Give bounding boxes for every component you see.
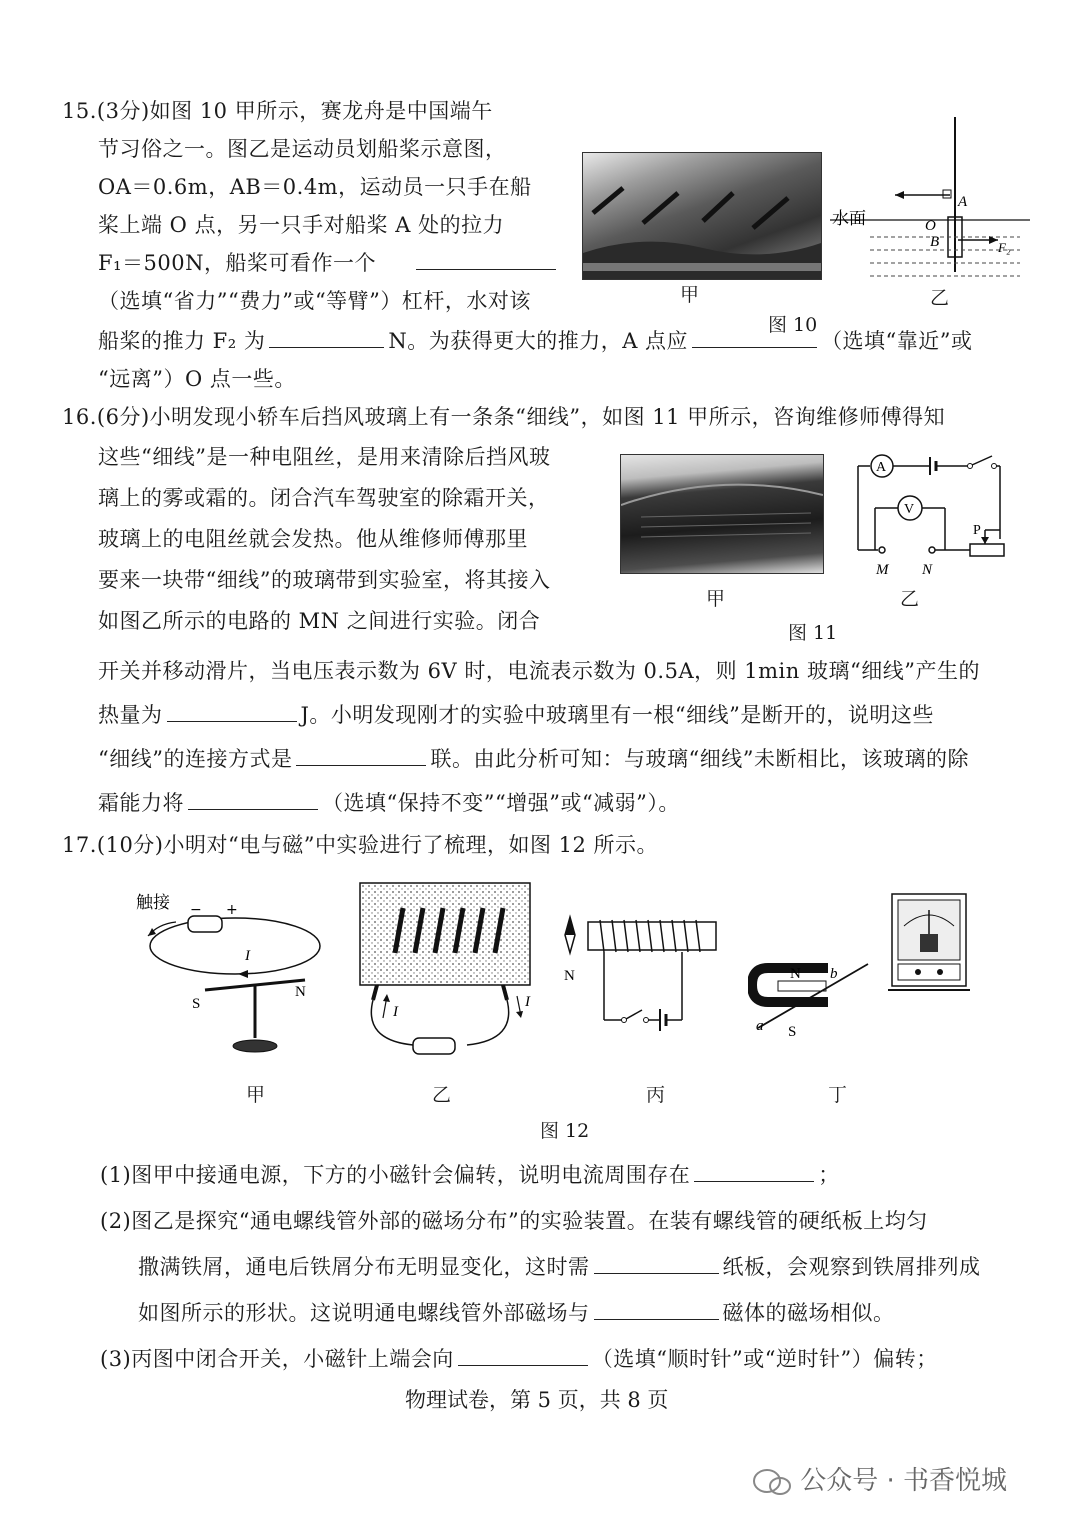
q15-blank-1[interactable] bbox=[416, 249, 556, 270]
compass-N-label: N bbox=[564, 968, 575, 984]
needle-N-label: N bbox=[295, 984, 306, 1000]
oar-diagram bbox=[830, 112, 1030, 302]
fig12-ding-label: 丁 bbox=[828, 1084, 848, 1106]
q16-line-8 bbox=[98, 700, 934, 730]
page-footer: 物理试卷，第 5 页，共 8 页 bbox=[405, 1388, 669, 1412]
induction-experiment bbox=[748, 958, 878, 1043]
touch-label: 触接 bbox=[136, 893, 170, 913]
q15-line-5 bbox=[98, 248, 560, 278]
q15-line-7-a: 船桨的推力 F₂ 为 bbox=[98, 329, 266, 353]
magnet-N-label: N bbox=[790, 966, 801, 982]
q16-line-10-b: （选填“保持不变”“增强”或“减弱”）。 bbox=[322, 791, 680, 815]
q15-line-2: 节习俗之一。图乙是运动员划船桨示意图， bbox=[98, 137, 507, 161]
q16-line-4: 玻璃上的电阻丝就会发热。他从维修师傅那里 bbox=[98, 527, 528, 551]
q17-blank-3[interactable] bbox=[594, 1299, 719, 1320]
q17-part-2-line-3 bbox=[138, 1298, 895, 1328]
q17-blank-4[interactable] bbox=[458, 1345, 588, 1366]
terminal-N bbox=[929, 547, 935, 553]
q16-blank-3[interactable] bbox=[188, 789, 318, 810]
electromagnet-compass-experiment bbox=[560, 912, 730, 1037]
q16-line-6: 如图乙所示的电路的 MN 之间进行实验。闭合 bbox=[98, 609, 541, 633]
q16-line-9-b: 联。由此分析可知：与玻璃“细线”未断相比，该玻璃的除 bbox=[430, 747, 969, 771]
q17-part-2-line-2-a: 撒满铁屑，通电后铁屑分布无明显变化，这时需 bbox=[138, 1255, 590, 1279]
q15-line-8: “远离”）O 点一些。 bbox=[98, 367, 296, 391]
terminal-M-label: M bbox=[876, 562, 889, 578]
q16-line-10-a: 霜能力将 bbox=[98, 791, 184, 815]
q17-part-2-line-3-a: 如图所示的形状。这说明通电螺线管外部磁场与 bbox=[138, 1301, 590, 1325]
fig12-caption: 图 12 bbox=[540, 1120, 590, 1142]
wire-loop bbox=[150, 918, 320, 974]
fig10-caption: 图 10 bbox=[768, 314, 818, 336]
conductor-rod-ab bbox=[758, 964, 868, 1028]
fig12-bing-label: 丙 bbox=[646, 1084, 666, 1106]
q17-part-3-b: （选填“顺时针”或“逆时针”）偏转； bbox=[591, 1347, 938, 1371]
fig12-yi-label: 乙 bbox=[432, 1084, 452, 1106]
cardboard-with-filings bbox=[360, 883, 530, 985]
galvanometer-icon bbox=[888, 890, 970, 994]
q15-line-6: （选填“省力”“费力”或“等臂”）杠杆，水对该 bbox=[98, 289, 531, 313]
q15-line-1: 15.(3分)如图 10 甲所示，赛龙舟是中国端午 bbox=[62, 99, 493, 123]
point-B-label: B bbox=[930, 234, 940, 250]
fig11-caption: 图 11 bbox=[788, 622, 838, 644]
q15-line-7-c: （选填“靠近”或 bbox=[821, 329, 973, 353]
q16-blank-1[interactable] bbox=[167, 701, 297, 722]
current-I-label: I bbox=[245, 948, 250, 964]
battery-plus: + bbox=[226, 902, 238, 918]
wechat-icon bbox=[752, 1467, 792, 1497]
q17-part-2-line-3-b: 磁体的磁场相似。 bbox=[722, 1301, 895, 1325]
q15-line-4: 桨上端 O 点，另一只手对船桨 A 处的拉力 bbox=[98, 213, 505, 237]
battery-icon bbox=[413, 1038, 455, 1054]
current-I-left-label: I bbox=[393, 1004, 398, 1020]
q16-line-8-a: 热量为 bbox=[98, 703, 163, 727]
fig10-jia-label: 甲 bbox=[680, 284, 700, 306]
q16-line-9 bbox=[98, 744, 969, 774]
terminal-M bbox=[879, 547, 885, 553]
q16-line-1: 16.(6分)小明发现小轿车后挡风玻璃上有一条条“细线”，如图 11 甲所示，咨询维修师傅得知 bbox=[62, 405, 946, 429]
q17-part-2-line-2 bbox=[138, 1252, 981, 1282]
watermark bbox=[752, 1460, 1007, 1497]
circuit-diagram bbox=[850, 452, 1020, 592]
car-window-sketch bbox=[621, 455, 823, 573]
q17-part-2-line-2-b: 纸板，会观察到铁屑排列成 bbox=[722, 1255, 981, 1279]
solenoid-filings-experiment bbox=[355, 878, 535, 1063]
fig10-yi-label: 乙 bbox=[930, 287, 950, 309]
q16-line-9-a: “细线”的连接方式是 bbox=[98, 747, 293, 771]
q17-part-2-line-1: (2)图乙是探究“通电螺线管外部的磁场分布”的实验装置。在装有螺线管的硬纸板上均匀 bbox=[100, 1209, 928, 1233]
q15-blank-2[interactable] bbox=[269, 327, 384, 348]
q16-line-2: 这些“细线”是一种电阻丝，是用来清除后挡风玻 bbox=[98, 445, 551, 469]
oersted-experiment bbox=[130, 888, 330, 1063]
point-A-label: A bbox=[958, 194, 968, 210]
q15-line-3: OA＝0.6m，AB＝0.4m，运动员一只手在船 bbox=[98, 175, 532, 199]
voltmeter-label: V bbox=[904, 502, 915, 517]
terminal-N-label: N bbox=[922, 562, 933, 578]
q16-line-3: 璃上的雾或霜的。闭合汽车驾驶室的除霜开关， bbox=[98, 486, 550, 510]
dragon-boat-sketch bbox=[583, 153, 821, 279]
fig11-yi-label: 乙 bbox=[900, 588, 920, 610]
q16-line-8-b: J。小明发现刚才的实验中玻璃里有一根“细线”是断开的，说明这些 bbox=[300, 703, 934, 727]
battery-icon bbox=[188, 916, 222, 932]
q17-part-3-a: (3)丙图中闭合开关，小磁针上端会向 bbox=[100, 1347, 454, 1371]
water-surface-label: 水面 bbox=[832, 209, 866, 229]
q17-blank-1[interactable] bbox=[694, 1161, 814, 1182]
q17-line-1: 17.(10分)小明对“电与磁”中实验进行了梳理，如图 12 所示。 bbox=[62, 833, 659, 857]
rheostat-icon bbox=[970, 544, 1004, 556]
magnet-S-label: S bbox=[788, 1024, 797, 1040]
q17-blank-2[interactable] bbox=[594, 1253, 719, 1274]
point-O-label: O bbox=[925, 218, 936, 234]
current-I-right-label: I bbox=[525, 994, 530, 1010]
rod-b-label: b bbox=[830, 966, 838, 982]
slider-P-label: P bbox=[973, 523, 981, 538]
dragon-boat-photo bbox=[582, 152, 822, 280]
needle-S-label: S bbox=[192, 996, 201, 1012]
fig11-jia-label: 甲 bbox=[706, 588, 726, 610]
q17-part-3 bbox=[100, 1344, 938, 1374]
switch-icon bbox=[972, 456, 992, 465]
car-rear-window-photo bbox=[620, 454, 824, 574]
q15-line-7 bbox=[98, 326, 973, 356]
q16-line-5: 要来一块带“细线”的玻璃带到实验室，将其接入 bbox=[98, 568, 551, 592]
q16-blank-2[interactable] bbox=[296, 745, 426, 766]
q16-line-7: 开关并移动滑片，当电压表示数为 6V 时，电流表示数为 0.5A，则 1min 玻璃“细线”产生的 bbox=[98, 659, 980, 683]
q17-part-1-end: ； bbox=[818, 1163, 840, 1187]
watermark-text: 公众号 · 书香悦城 bbox=[800, 1466, 1008, 1496]
battery-minus: − bbox=[190, 902, 202, 918]
q15-line-7-b: N。为获得更大的推力，A 点应 bbox=[388, 329, 689, 353]
fig12-jia-label: 甲 bbox=[246, 1084, 266, 1106]
q17-part-1 bbox=[100, 1160, 840, 1190]
rod-a-label: a bbox=[756, 1018, 764, 1034]
ammeter-label: A bbox=[876, 460, 887, 475]
force-F2-label: F₂ bbox=[998, 240, 1011, 255]
q17-part-1-text: (1)图甲中接通电源，下方的小磁针会偏转，说明电流周围存在 bbox=[100, 1163, 691, 1187]
q16-line-10 bbox=[98, 788, 680, 818]
switch-icon bbox=[626, 1010, 642, 1019]
q15-line-5-text: F₁＝500N，船桨可看作一个 bbox=[98, 251, 376, 275]
